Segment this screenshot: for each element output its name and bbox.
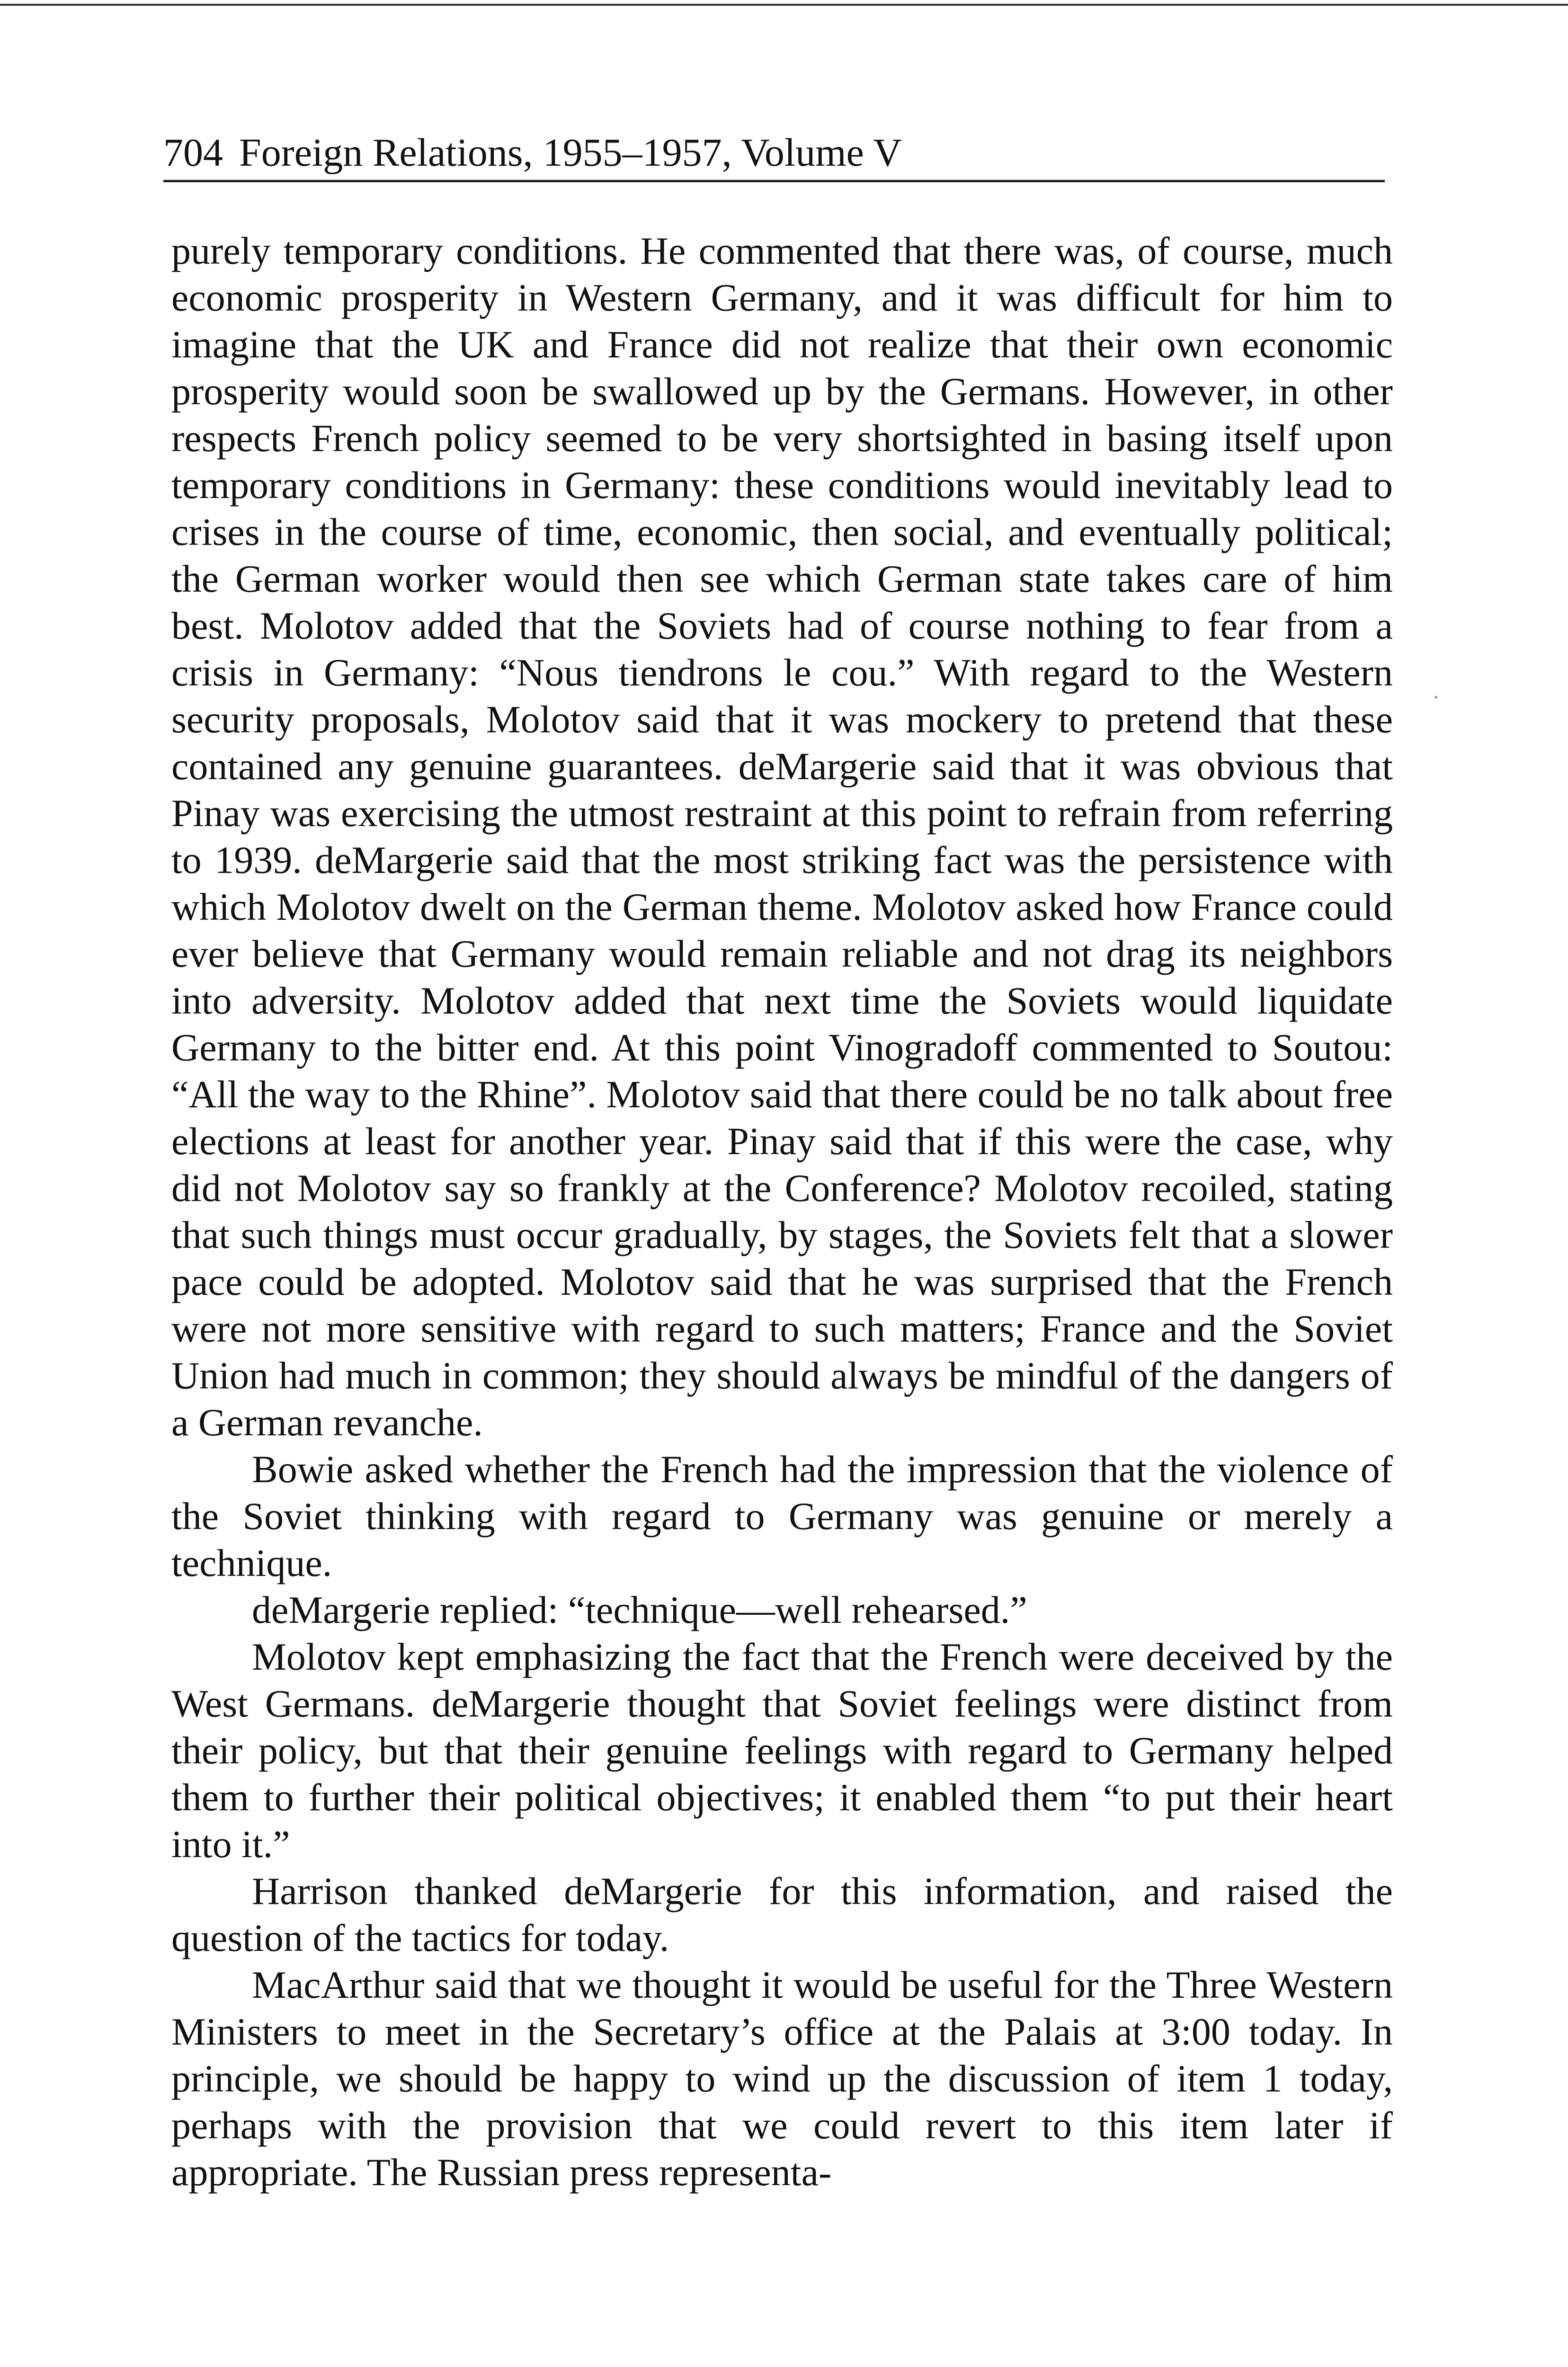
body-text [171,227,1393,2196]
paragraph-demargerie-reply: deMargerie replied: “technique—well rehearsed.” [252,1588,1027,1631]
paragraph-macarthur-proposal: MacArthur said that we thought it would be useful for the Three Western Ministers to meet in the Secretary’s office at the Palais at 3:00 today. In principle, we should be happy to wind up the discussion of item 1 today, perhaps with the provision that we could revert to this item later if appropriate. The Russian press representa- [171,1963,1393,2194]
running-head [163,127,1385,182]
paragraph-molotov-emphasis: Molotov kept emphasizing the fact that the French were deceived by the West Germans. deMargerie thought that Soviet feelings were distinct from their policy, but that their genuine feelings with regard to Germany helped them to further their political objectives; it enabled them “to put their heart into it.” [171,1635,1393,1866]
scan-top-edge [0,4,1568,6]
paragraph-bowie-question: Bowie asked whether the French had the impression that the violence of the Soviet thinking with regard to Germany was genuine or merely a technique. [171,1448,1393,1584]
paragraph-harrison-tactics: Harrison thanked deMargerie for this information, and raised the question of the tactics for today. [171,1869,1393,1959]
scan-speck [1434,696,1437,699]
page-number: 704 [163,131,223,175]
running-title: Foreign Relations, 1955–1957, Volume V [239,131,902,175]
paragraph-molotov-germany: purely temporary conditions. He commented that there was, of course, much economic prosperity in Western Germany, and it was difficult for him to imagine that the UK and France did not realize that their own economic prosperity would soon be swallowed up by the Germans. However, in other respects French policy seemed to be very shortsighted in basing itself upon temporary conditions in Germany: these conditions would inevitably lead to crises in the course of time, economic, then social, and eventually political; the German worker would then see which German state takes care of him best. Molotov added that the Soviets had of course nothing to fear from a crisis in Germany: “Nous tiendrons le cou.” With regard to the Western security proposals, Molotov said that it was mockery to pretend that these contained any genuine guarantees. deMargerie said that it was obvious that Pinay was exercising the utmost restraint at this point to refrain from referring to 1939. deMargerie said that the most striking fact was the persistence with which Molotov dwelt on the German theme. Molotov asked how France could ever believe that Germany would remain reliable and not drag its neighbors into adversity. Molotov added that next time the Soviets would liquidate Germany to the bitter end. At this point Vinogradoff commented to Soutou: “All the way to the Rhine”. Molotov said that there could be no talk about free elections at least for another year. Pinay said that if this were the case, why did not Molotov say so frankly at the Conference? Molotov recoiled, stating that such things must occur gradually, by stages, the Soviets felt that a slower pace could be adopted. Molotov said that he was surprised that the French were not more sensitive with regard to such matters; France and the Soviet Union had much in common; they should always be mindful of the dangers of a German revanche. [171,229,1393,1444]
